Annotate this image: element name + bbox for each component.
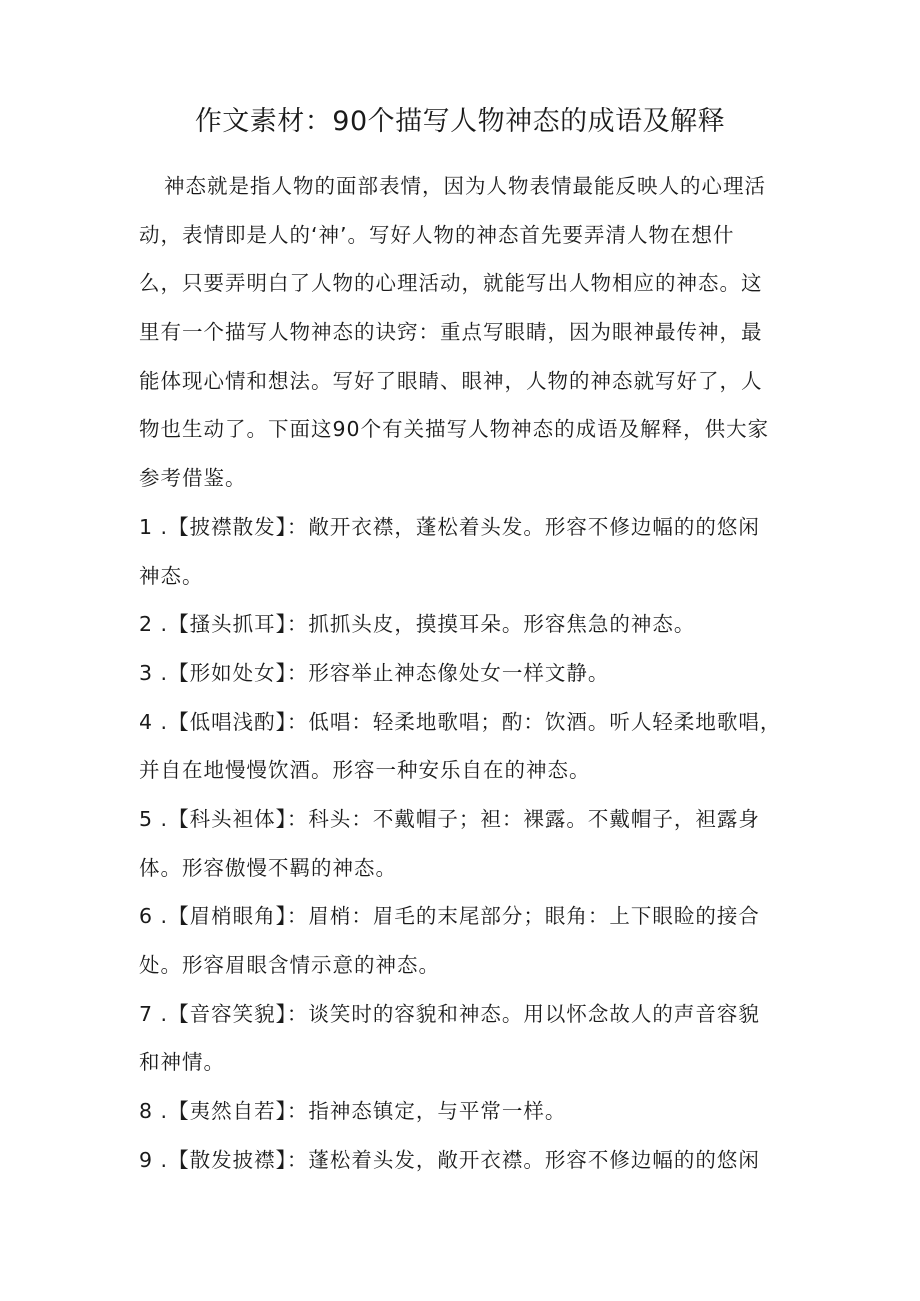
idiom-entry-line: 6 .【眉梢眼角】：眉梢：眉毛的末尾部分；眼角：上下眼睑的接合 xyxy=(139,904,760,929)
page-title: 作文素材：90个描写人物神态的成语及解释 xyxy=(194,106,726,137)
intro-line: 么，只要弄明白了人物的心理活动，就能写出人物相应的神态。这 xyxy=(139,271,763,296)
body-text xyxy=(139,162,799,1184)
idiom-entry-line: 9 .【散发披襟】：蓬松着头发，敞开衣襟。形容不修边幅的的悠闲 xyxy=(139,1147,760,1172)
idiom-entry-line: 和神情。 xyxy=(139,1050,225,1075)
idiom-entry-line: 处。形容眉眼含情示意的神态。 xyxy=(139,953,440,977)
idiom-entry-line: 8 .【夷然自若】：指神态镇定，与平常一样。 xyxy=(139,1099,567,1124)
idiom-entry-line: 4 .【低唱浅酌】：低唱：轻柔地歌唱；酌：饮酒。听人轻柔地歌唱， xyxy=(139,709,782,734)
idiom-entry-line: 7 .【音容笑貌】：谈笑时的容貌和神态。用以怀念故人的声音容貌 xyxy=(139,1001,760,1026)
intro-line: 参考借鉴。 xyxy=(139,466,247,491)
intro-line: 物也生动了。下面这90个有关描写人物神态的成语及解释，供大家 xyxy=(139,417,770,442)
idiom-entry-line: 5 .【科头袒体】：科头：不戴帽子；袒：裸露。不戴帽子，袒露身 xyxy=(139,806,760,831)
idiom-entry-line: 并自在地慢慢饮酒。形容一种安乐自在的神态。 xyxy=(139,758,591,783)
intro-line: 能体现心情和想法。写好了眼睛、眼神，人物的神态就写好了，人 xyxy=(139,368,763,393)
idiom-entry-line: 3 .【形如处女】：形容举止神态像处女一样文静。 xyxy=(139,660,610,685)
idiom-entry-line: 体。形容傲慢不羁的神态。 xyxy=(139,855,397,880)
intro-line: 里有一个描写人物神态的诀窍：重点写眼睛，因为眼神最传神，最 xyxy=(139,320,763,345)
idiom-entry-line: 1 .【披襟散发】：敞开衣襟，蓬松着头发。形容不修边幅的的悠闲 xyxy=(139,514,760,539)
idiom-entry-line: 2 .【搔头抓耳】：抓抓头皮，摸摸耳朵。形容焦急的神态。 xyxy=(139,612,696,637)
intro-line: 动，表情即是人的‘神’。写好人物的神态首先要弄清人物在想什 xyxy=(139,222,735,247)
idiom-entry-line: 神态。 xyxy=(139,563,204,588)
intro-line: 神态就是指人物的面部表情，因为人物表情最能反映人的心理活 xyxy=(164,174,766,198)
